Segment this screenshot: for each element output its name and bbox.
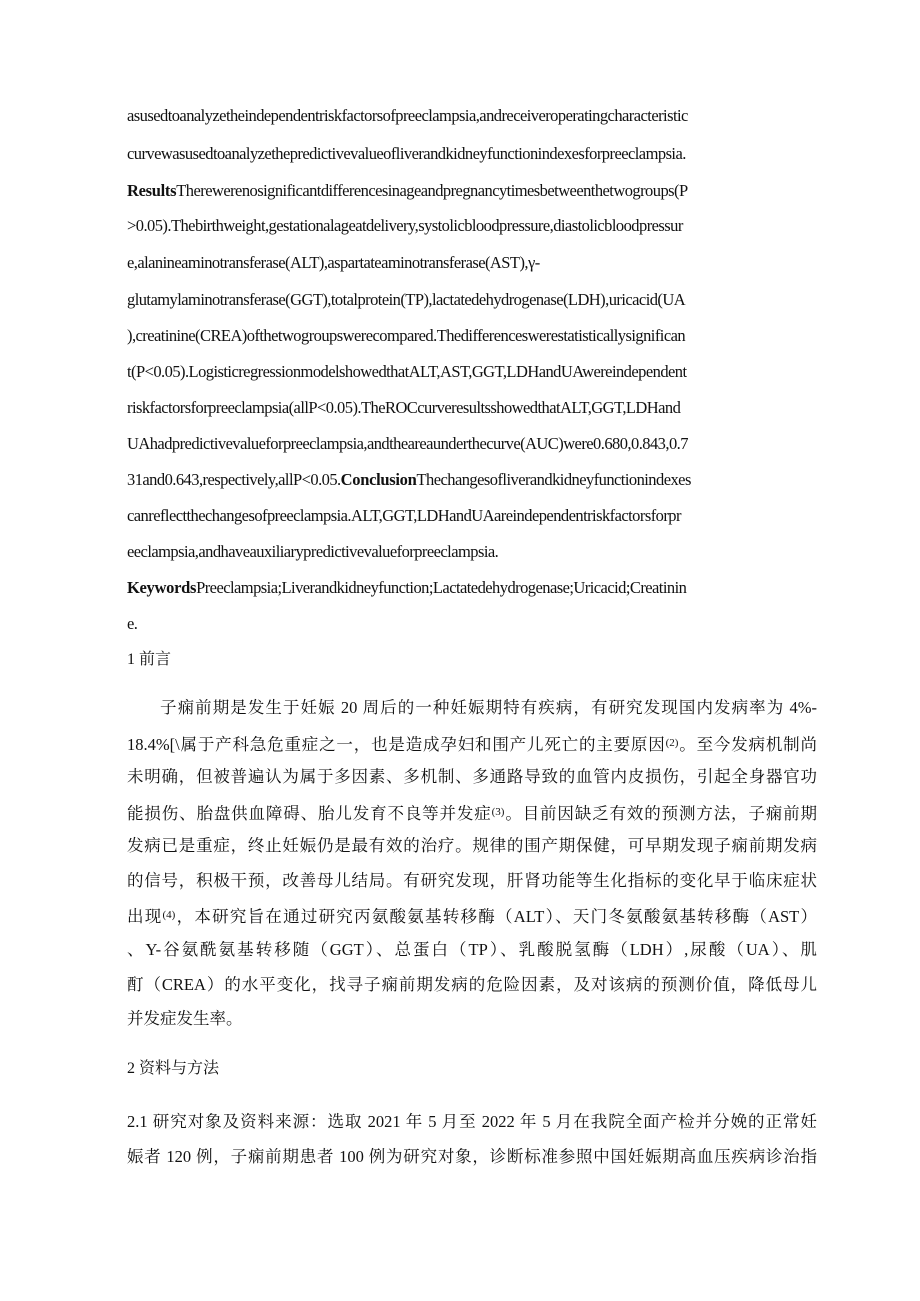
paragraph-line: 2.1 研究对象及资料来源：选取 2021 年 5 月至 2022 年 5 月在我院全面产检并分娩的正常妊 <box>127 1112 817 1131</box>
paragraph-line: 子痫前期是发生于妊娠 20 周后的一种妊娠期特有疾病，有研究发现国内发病率为 4%- <box>160 698 817 717</box>
keywords-line <box>127 578 817 598</box>
conclusion-label: Conclusion <box>340 470 417 489</box>
abstract-text: t(P<0.05).LogisticregressionmodelshowedthatALT,AST,GGT,LDHandUAwereindependent <box>127 362 687 381</box>
paragraph-text: 。目前因缺乏有效的预测方法，子痫前期 <box>504 804 817 823</box>
abstract-line <box>127 290 817 310</box>
paragraph-line <box>127 732 817 756</box>
keywords-line <box>127 614 817 634</box>
abstract-line <box>127 144 817 164</box>
abstract-line <box>127 253 817 273</box>
paragraph-text: 。至今发病机制尚 <box>678 735 817 754</box>
paragraph-line: 酊（CREA）的水平变化，找寻子痫前期发病的危险因素，及对该病的预测价值，降低母儿 <box>127 975 817 994</box>
abstract-text: glutamylaminotransferase(GGT),totalprotein(TP),lactatedehydrogenase(LDH),uricacid(UA <box>127 290 686 309</box>
paragraph-line: 发病已是重症，终止妊娠仍是最有效的治疗。规律的围产期保健，可早期发现子痫前期发病 <box>127 836 817 855</box>
paragraph-line: 的信号，积极干预，改善母儿结局。有研究发现，肝肾功能等生化指标的变化早于临床症状 <box>127 871 817 890</box>
paragraph-line: 娠者 120 例，子痫前期患者 100 例为研究对象，诊断标准参照中国妊娠期高血压疾病诊治指 <box>127 1147 817 1166</box>
paragraph-line <box>127 801 817 825</box>
abstract-text: >0.05).Thebirthweight,gestationalageatdelivery,systolicbloodpressure,diastolicbloodpressur <box>127 216 683 235</box>
abstract-line <box>127 434 817 454</box>
abstract-line <box>127 326 817 346</box>
abstract-text: riskfactorsforpreeclampsia(allP<0.05).TheROCcurveresultsshowedthatALT,GGT,LDHand <box>127 398 681 417</box>
abstract-text: curvewasusedtoanalyzethepredictivevalueofliverandkidneyfunctionindexesforpreeclampsia. <box>127 144 686 163</box>
abstract-text: asusedtoanalyzetheindependentriskfactorsofpreeclampsia,andreceiveroperatingcharacteristic <box>127 106 688 125</box>
citation-ref: (4) <box>162 909 176 921</box>
abstract-line <box>127 106 817 126</box>
abstract-text: Thechangesofliverandkidneyfunctionindexes <box>416 470 691 489</box>
abstract-line <box>127 470 817 490</box>
paragraph-line: 未明确，但被普遍认为属于多因素、多机制、多通路导致的血管内皮损伤，引起全身器官功 <box>127 767 817 786</box>
abstract-line <box>127 506 817 526</box>
abstract-line <box>127 362 817 382</box>
keywords-text: e. <box>127 614 138 633</box>
results-label: Results <box>127 181 177 200</box>
abstract-text: UAhadpredictivevalueforpreeclampsia,andtheareaunderthecurve(AUC)were0.680,0.843,0.7 <box>127 434 688 453</box>
keywords-text: Preeclampsia;Liverandkidneyfunction;Lactatedehydrogenase;Uricacid;Creatinin <box>196 578 687 597</box>
paragraph-text: 能损伤、胎盘供血障碍、胎儿发育不良等并发症 <box>127 804 492 823</box>
citation-ref: (3) <box>491 806 505 818</box>
abstract-text: 31and0.643,respectively,allP<0.05. <box>127 470 341 489</box>
section-heading: 2 资料与方法 <box>127 1060 220 1077</box>
abstract-text: eeclampsia,andhaveauxiliarypredictivevalueforpreeclampsia. <box>127 542 499 561</box>
abstract-line <box>127 542 817 562</box>
paragraph-text: 18.4%[\属于产科急危重症之一，也是造成孕妇和围产儿死亡的主要原因 <box>127 735 666 754</box>
abstract-line <box>127 398 817 418</box>
abstract-line <box>127 181 817 201</box>
citation-ref: (2) <box>665 737 679 749</box>
abstract-text: e,alanineaminotransferase(ALT),aspartateaminotransferase(AST),γ- <box>127 253 540 272</box>
paragraph-text: 出现 <box>127 907 163 926</box>
keywords-label: Keywords <box>127 578 197 597</box>
paragraph-line: 、Y-谷氨酰氨基转移随（GGT）、总蛋白（TP）、乳酸脱氢酶（LDH）,尿酸（UA）、肌 <box>127 940 817 959</box>
abstract-text: Therewerenosignificantdifferencesinageandpregnancytimesbetweenthetwogroups(P <box>176 181 688 200</box>
abstract-text: canreflectthechangesofpreeclampsia.ALT,GGT,LDHandUAareindependentriskfactorsforpr <box>127 506 681 525</box>
abstract-line <box>127 216 817 236</box>
section-heading: 1 前言 <box>127 651 172 668</box>
paragraph-line: 并发症发生率。 <box>127 1009 243 1028</box>
paragraph-line <box>127 904 817 928</box>
abstract-text: ),creatinine(CREA)ofthetwogroupswerecompared.Thedifferenceswerestatisticallysignifican <box>127 326 686 345</box>
paragraph-text: ，本研究旨在通过研究丙氨酸氨基转移酶（ALT）、天门冬氨酸氨基转移酶（AST） <box>175 907 817 926</box>
